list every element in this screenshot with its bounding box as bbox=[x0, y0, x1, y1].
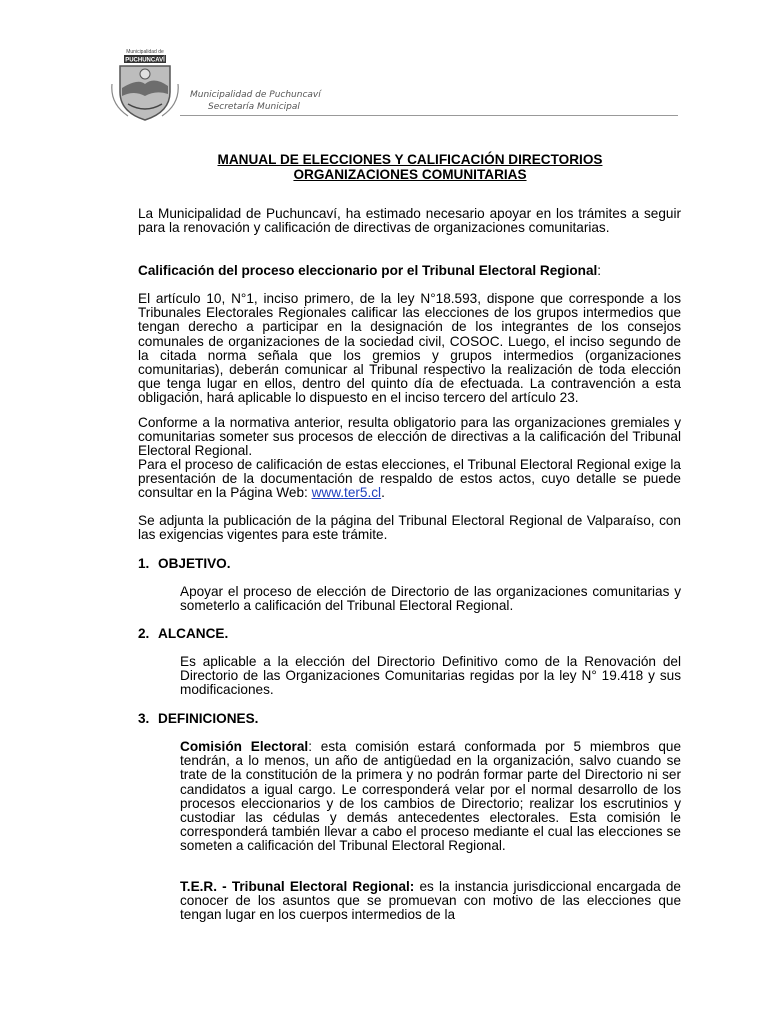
section-label: DEFINICIONES. bbox=[158, 711, 259, 726]
logo-caption-name: PUCHUNCAVÍ bbox=[125, 57, 165, 64]
document-title bbox=[138, 152, 682, 182]
definition-comision-electoral bbox=[180, 740, 681, 854]
objetivo-text: Apoyar el proceso de elección de Directorio de las organizaciones comunitarias y someterlo a calificación del Tribunal Electoral Regional. bbox=[180, 584, 681, 614]
title-line-2: ORGANIZACIONES COMUNITARIAS bbox=[293, 167, 527, 182]
body-paragraph-2: Conforme a la normativa anterior, resulta obligatorio para las organizaciones gremiales y comunitarias someter sus procesos de elección de directivas a la calificación del Tribunal Electoral Regional. bbox=[138, 415, 681, 459]
definition-ter bbox=[180, 880, 681, 923]
body-paragraph-4: Se adjunta la publicación de la página del Tribunal Electoral Regional de Valparaíso, con las exigencias vigentes para este trámite. bbox=[138, 513, 681, 543]
intro-paragraph: La Municipalidad de Puchuncaví, ha estimado necesario apoyar en los trámites a seguir para la renovación y calificación de directivas de organizaciones comunitarias. bbox=[138, 206, 681, 236]
section-number: 1. bbox=[138, 556, 150, 571]
definition-term: Comisión Electoral bbox=[180, 739, 309, 754]
org-dept: Secretaría Municipal bbox=[208, 102, 300, 112]
ter5-web-link[interactable]: www.ter5.cl bbox=[311, 485, 382, 501]
definition-term: T.E.R. - Tribunal Electoral Regional: bbox=[180, 879, 415, 894]
title-line-1: MANUAL DE ELECCIONES Y CALIFICACIÓN DIRECTORIOS bbox=[217, 152, 603, 167]
section-number: 2. bbox=[138, 626, 150, 641]
body-paragraph-3-text: Para el proceso de calificación de estas elecciones, el Tribunal Electoral Regional exige la presentación de la documentación de respaldo de estos actos, cuyo detalle se puede consultar en la Página Web: bbox=[138, 457, 681, 501]
body-paragraph-3 bbox=[138, 458, 681, 501]
section-number: 3. bbox=[138, 711, 150, 726]
calification-heading bbox=[138, 264, 681, 278]
logo-caption-top: Municipalidad de bbox=[126, 49, 164, 55]
org-name: Municipalidad de Puchuncaví bbox=[190, 90, 321, 100]
section-heading-definiciones bbox=[138, 711, 258, 726]
definition-text: : esta comisión estará conformada por 5 miembros que tendrán, a lo menos, un año de antigüedad en la organización, salvo cuando se trate de la constitución de la primera y no podrán formar parte del Directorio ni ser candidatos a igual cargo. Le corresponderá velar por el normal desarrollo de los procesos eleccionarios y de los cambios de Directorio; realizar los escrutinios y custodiar las cédulas y demás antecedentes electorales. Esta comisión le corresponderá también llevar a cabo el proceso mediante el cual las elecciones se someten a calificación del Tribunal Electoral Regional. bbox=[180, 739, 681, 854]
section-label: OBJETIVO. bbox=[158, 556, 231, 571]
calification-heading-text: Calificación del proceso eleccionario por el Tribunal Electoral Regional bbox=[138, 263, 598, 278]
section-heading-alcance bbox=[138, 626, 228, 641]
municipal-logo bbox=[108, 44, 182, 122]
header-divider bbox=[180, 115, 678, 116]
definition-text: es la instancia jurisdiccional encargada de conocer de los asuntos que se promuevan con motivo de las elecciones que tengan lugar en los cuerpos intermedios de la bbox=[180, 879, 681, 923]
section-heading-objetivo bbox=[138, 556, 231, 571]
alcance-text: Es aplicable a la elección del Directorio Definitivo como de la Renovación del Directorio de las Organizaciones Comunitarias regidas por la ley N° 19.418 y sus modificaciones. bbox=[180, 654, 681, 698]
body-paragraph-3-end: . bbox=[381, 485, 385, 501]
section-label: ALCANCE. bbox=[158, 626, 229, 641]
body-paragraph-1: El artículo 10, N°1, inciso primero, de la ley N°18.593, dispone que corresponde a los Tribunales Electorales Regionales calificar las elecciones de los grupos intermedios que tengan derecho a participar en la designación de los integrantes de los consejos comunales de organizaciones de la sociedad civil, COSOC. Luego, el inciso segundo de la citada norma señala que los gremios y grupos intermedios (organizaciones comunitarias), deberán comunicar al Tribunal respectivo la realización de toda elección que tenga lugar en ellos, dentro del quinto día de efectuada. La contravención a esta obligación, hará aplicable lo dispuesto en el inciso tercero del artículo 23. bbox=[138, 291, 681, 406]
calification-heading-colon: : bbox=[597, 263, 602, 278]
